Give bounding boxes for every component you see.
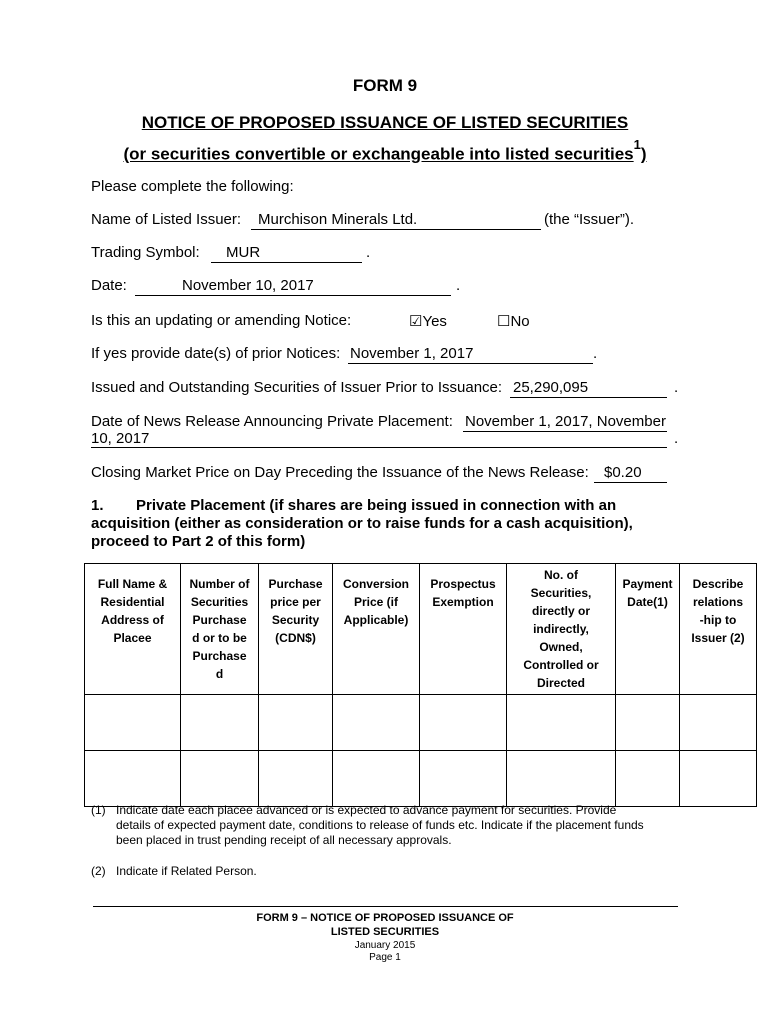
footnote-2-marker: (2) <box>91 864 106 878</box>
col-header-conversion-price: Conversion Price (if Applicable) <box>333 564 420 695</box>
sub-title <box>0 137 770 165</box>
table-cell[interactable] <box>507 751 616 807</box>
table-cell[interactable] <box>420 751 507 807</box>
table-cell[interactable] <box>181 751 259 807</box>
symbol-suffix: . <box>366 244 371 261</box>
prior-notices-value[interactable]: November 1, 2017 <box>350 345 474 362</box>
news-release-underline-2 <box>91 447 667 448</box>
table-cell[interactable] <box>181 695 259 751</box>
prior-notices-label: If yes provide date(s) of prior Notices: <box>91 345 341 362</box>
table-cell[interactable] <box>85 751 181 807</box>
news-release-value-line1[interactable]: November 1, 2017, November <box>465 413 666 430</box>
sub-title-text: (or securities convertible or exchangeable into listed securities <box>123 144 634 164</box>
table-cell[interactable] <box>85 695 181 751</box>
yes-label: Yes <box>422 313 447 330</box>
col-header-relationship: Describe relations -hip to Issuer (2) <box>680 564 757 695</box>
table-row <box>85 695 757 751</box>
footer-title-line2: LISTED SECURITIES <box>330 926 440 938</box>
outstanding-value[interactable]: 25,290,095 <box>513 379 589 396</box>
main-title: NOTICE OF PROPOSED ISSUANCE OF LISTED SECURITIES <box>141 113 629 132</box>
news-release-suffix: . <box>674 430 679 447</box>
date-value[interactable]: November 10, 2017 <box>182 277 314 294</box>
table-row <box>85 751 757 807</box>
issuer-label: Name of Listed Issuer: <box>91 211 242 228</box>
closing-price-value[interactable]: $0.20 <box>604 464 642 481</box>
col-header-full-name: Full Name & Residential Address of Placee <box>85 564 181 695</box>
table-cell[interactable] <box>333 751 420 807</box>
col-header-purchase-price: Purchase price per Security (CDN$) <box>259 564 333 695</box>
footer-divider <box>93 906 678 907</box>
amending-yes-option[interactable] <box>409 312 447 330</box>
prior-notices-underline <box>348 363 593 364</box>
amending-label: Is this an updating or amending Notice: <box>91 312 352 329</box>
sub-title-footnote-ref: 1 <box>633 137 641 152</box>
section-heading-line3: proceed to Part 2 of this form) <box>91 533 306 550</box>
footnote-1-marker: (1) <box>91 803 106 817</box>
table-header-row <box>85 564 757 695</box>
outstanding-label: Issued and Outstanding Securities of Issuer Prior to Issuance: <box>91 379 503 396</box>
date-suffix: . <box>456 277 461 294</box>
footnote-2-text: Indicate if Related Person. <box>116 864 257 878</box>
symbol-underline <box>211 262 362 263</box>
col-header-number-of-securities: Number of Securities Purchase d or to be Purchase d <box>181 564 259 695</box>
date-label: Date: <box>91 277 127 294</box>
news-release-underline-1 <box>463 431 667 432</box>
issuer-value[interactable]: Murchison Minerals Ltd. <box>258 211 418 228</box>
col-header-prospectus-exemption: Prospectus Exemption <box>420 564 507 695</box>
footer-title-line1: FORM 9 – NOTICE OF PROPOSED ISSUANCE OF <box>256 912 514 924</box>
sub-title-close: ) <box>640 144 647 164</box>
footer-date: January 2015 <box>354 940 416 951</box>
table-cell[interactable] <box>507 695 616 751</box>
symbol-label: Trading Symbol: <box>91 244 200 261</box>
footer-page-number: Page 1 <box>369 952 401 963</box>
section-heading-line1: Private Placement (if shares are being issued in connection with an <box>136 497 617 514</box>
no-checkbox-icon[interactable]: ☐ <box>497 313 511 330</box>
table-cell[interactable] <box>420 695 507 751</box>
table-cell[interactable] <box>259 751 333 807</box>
issuer-suffix: (the “Issuer”). <box>544 211 635 228</box>
amending-no-option[interactable] <box>497 312 530 330</box>
yes-checkbox-icon[interactable]: ☑ <box>409 313 423 330</box>
closing-price-label: Closing Market Price on Day Preceding the Issuance of the News Release: <box>91 464 589 481</box>
news-release-label: Date of News Release Announcing Private Placement: <box>91 413 453 430</box>
closing-price-underline <box>594 482 667 483</box>
outstanding-suffix: . <box>674 379 679 396</box>
intro-text: Please complete the following: <box>91 178 294 195</box>
outstanding-underline <box>510 397 667 398</box>
col-header-payment-date: Payment Date(1) <box>616 564 680 695</box>
private-placement-table <box>84 563 757 807</box>
news-release-value-line2[interactable]: 10, 2017 <box>91 430 150 447</box>
footnote-1-text: Indicate date each placee advanced or is expected to advance payment for securities. Provide details of expected payment date, conditions to release of funds etc. Indicate if the placement funds been placed in trust pending receipt of all necessary approvals. <box>116 803 644 847</box>
form-title: FORM 9 <box>352 76 418 95</box>
table-cell[interactable] <box>616 695 680 751</box>
section-heading-line2: acquisition (either as consideration or to raise funds for a cash acquisition), <box>91 515 633 532</box>
table-cell[interactable] <box>680 695 757 751</box>
section-number: 1. <box>91 497 104 514</box>
no-label: No <box>510 313 530 330</box>
table-cell[interactable] <box>333 695 420 751</box>
col-header-securities-owned: No. of Securities, directly or indirectly, Owned, Controlled or Directed <box>507 564 616 695</box>
table-cell[interactable] <box>259 695 333 751</box>
table-cell[interactable] <box>680 751 757 807</box>
prior-notices-suffix: . <box>593 345 598 362</box>
symbol-value[interactable]: MUR <box>226 244 261 261</box>
table-cell[interactable] <box>616 751 680 807</box>
date-underline <box>135 295 451 296</box>
issuer-underline <box>251 229 541 230</box>
